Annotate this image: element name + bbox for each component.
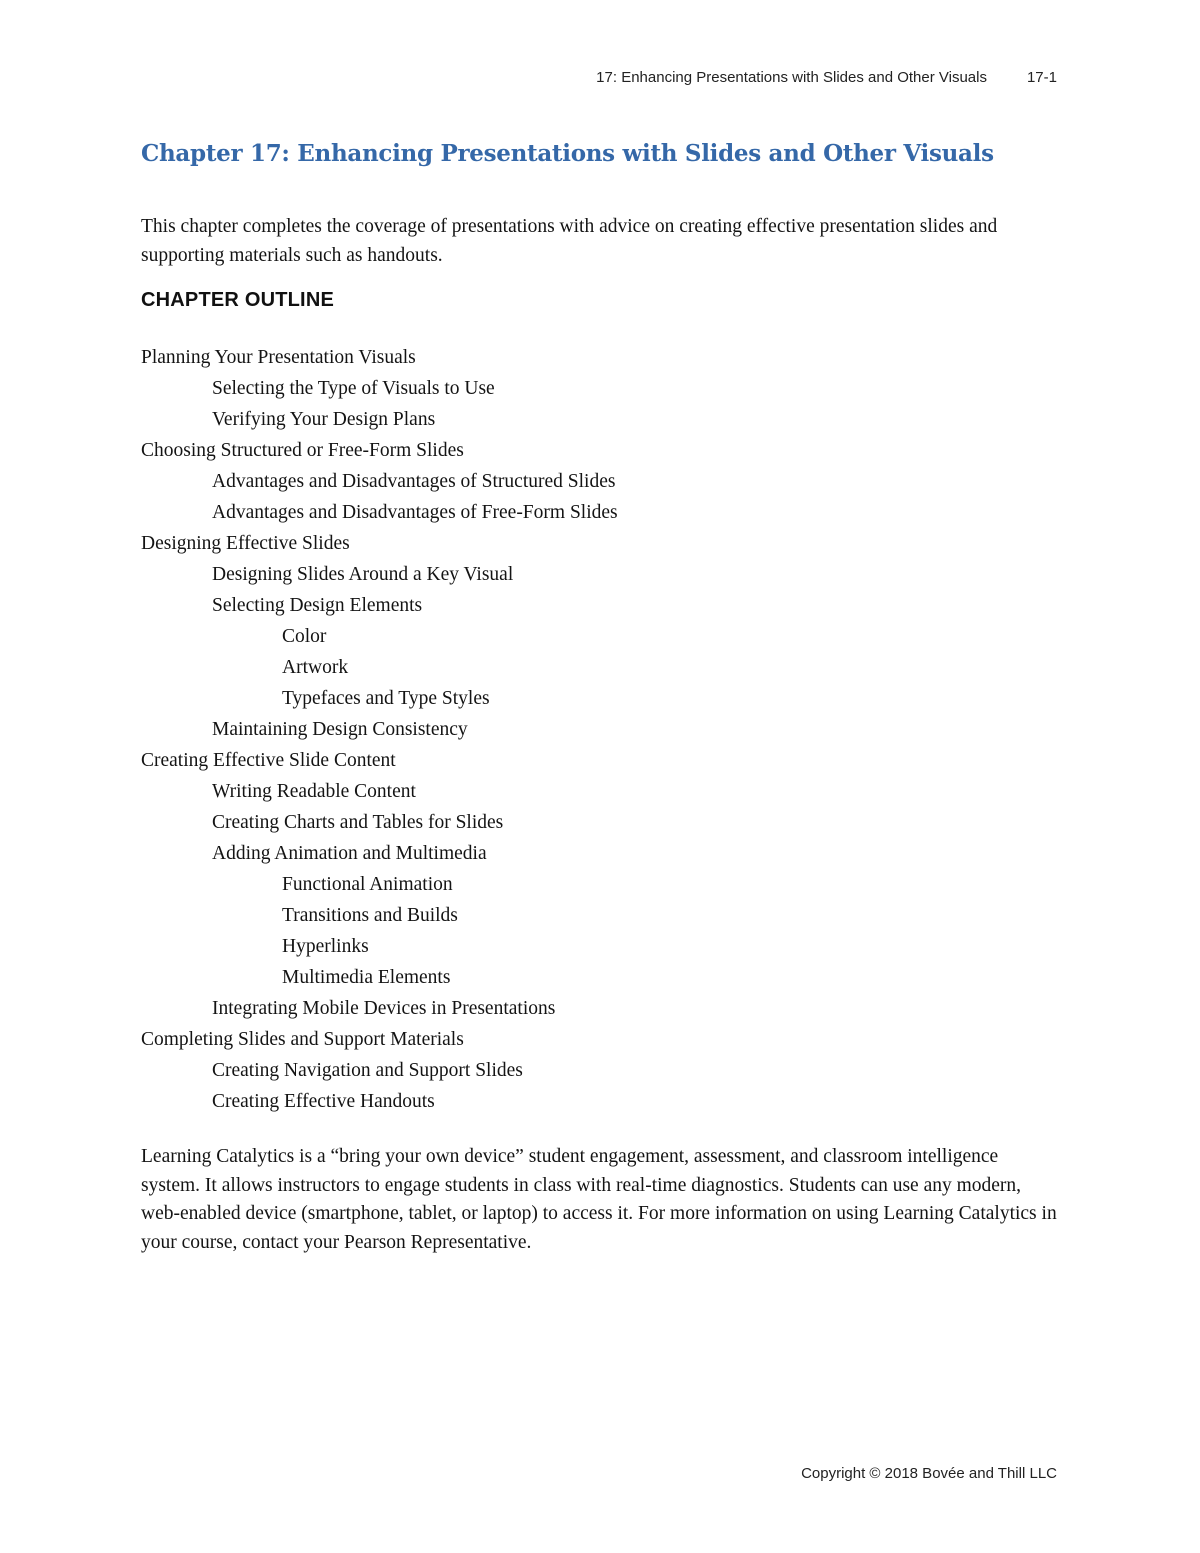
outline-item-level-3: Functional Animation [282, 874, 453, 895]
outline-item-level-3: Multimedia Elements [282, 967, 451, 988]
outline-item-level-2: Writing Readable Content [212, 781, 416, 802]
outline-item-level-1: Creating Effective Slide Content [141, 750, 396, 771]
outline-item-level-2: Adding Animation and Multimedia [212, 843, 487, 864]
outline-heading: CHAPTER OUTLINE [141, 289, 334, 311]
chapter-title: Chapter 17: Enhancing Presentations with Slides and Other Visuals [141, 140, 994, 167]
intro-paragraph: This chapter completes the coverage of presentations with advice on creating effective presentation slides and supporting materials such as handouts. [141, 216, 998, 266]
outline-item-level-2: Creating Charts and Tables for Slides [212, 812, 504, 833]
chapter-outline [141, 342, 1041, 1117]
closing-paragraph: Learning Catalytics is a “bring your own device” student engagement, assessment, and classroom intelligence system. It allows instructors to engage students in class with real-time diagnostics. Students can use any modern, web-enabled device (smartphone, tablet, or laptop) to access it. For more information on using Learning Catalytics in your course, contact your Pearson Representative. [141, 1146, 1057, 1253]
outline-item-level-2: Advantages and Disadvantages of Structured Slides [212, 471, 616, 492]
outline-item-level-3: Color [282, 626, 327, 647]
outline-item-level-2: Selecting Design Elements [212, 595, 423, 616]
outline-item-level-2: Selecting the Type of Visuals to Use [212, 378, 495, 399]
outline-item-level-3: Hyperlinks [282, 936, 369, 957]
outline-item-level-2: Advantages and Disadvantages of Free-Form Slides [212, 502, 618, 523]
outline-item-level-2: Creating Effective Handouts [212, 1091, 435, 1112]
outline-item-level-2: Verifying Your Design Plans [212, 409, 436, 430]
outline-item-level-1: Designing Effective Slides [141, 533, 350, 554]
running-header [596, 69, 1057, 86]
outline-item-level-3: Artwork [282, 657, 349, 678]
page-number: 17-1 [1026, 69, 1057, 86]
outline-item-level-1: Planning Your Presentation Visuals [141, 347, 416, 368]
outline-item-level-2: Maintaining Design Consistency [212, 719, 468, 740]
running-header-title: 17: Enhancing Presentations with Slides and Other Visuals [596, 69, 987, 86]
outline-item-level-2: Integrating Mobile Devices in Presentations [212, 998, 556, 1019]
copyright-footer: Copyright © 2018 Bovée and Thill LLC [801, 1465, 1057, 1482]
outline-item-level-2: Designing Slides Around a Key Visual [212, 564, 514, 585]
outline-item-level-1: Completing Slides and Support Materials [141, 1029, 464, 1050]
outline-item-level-1: Choosing Structured or Free-Form Slides [141, 440, 464, 461]
outline-item-level-2: Creating Navigation and Support Slides [212, 1060, 523, 1081]
outline-item-level-3: Transitions and Builds [282, 905, 458, 926]
outline-item-level-3: Typefaces and Type Styles [282, 688, 490, 709]
